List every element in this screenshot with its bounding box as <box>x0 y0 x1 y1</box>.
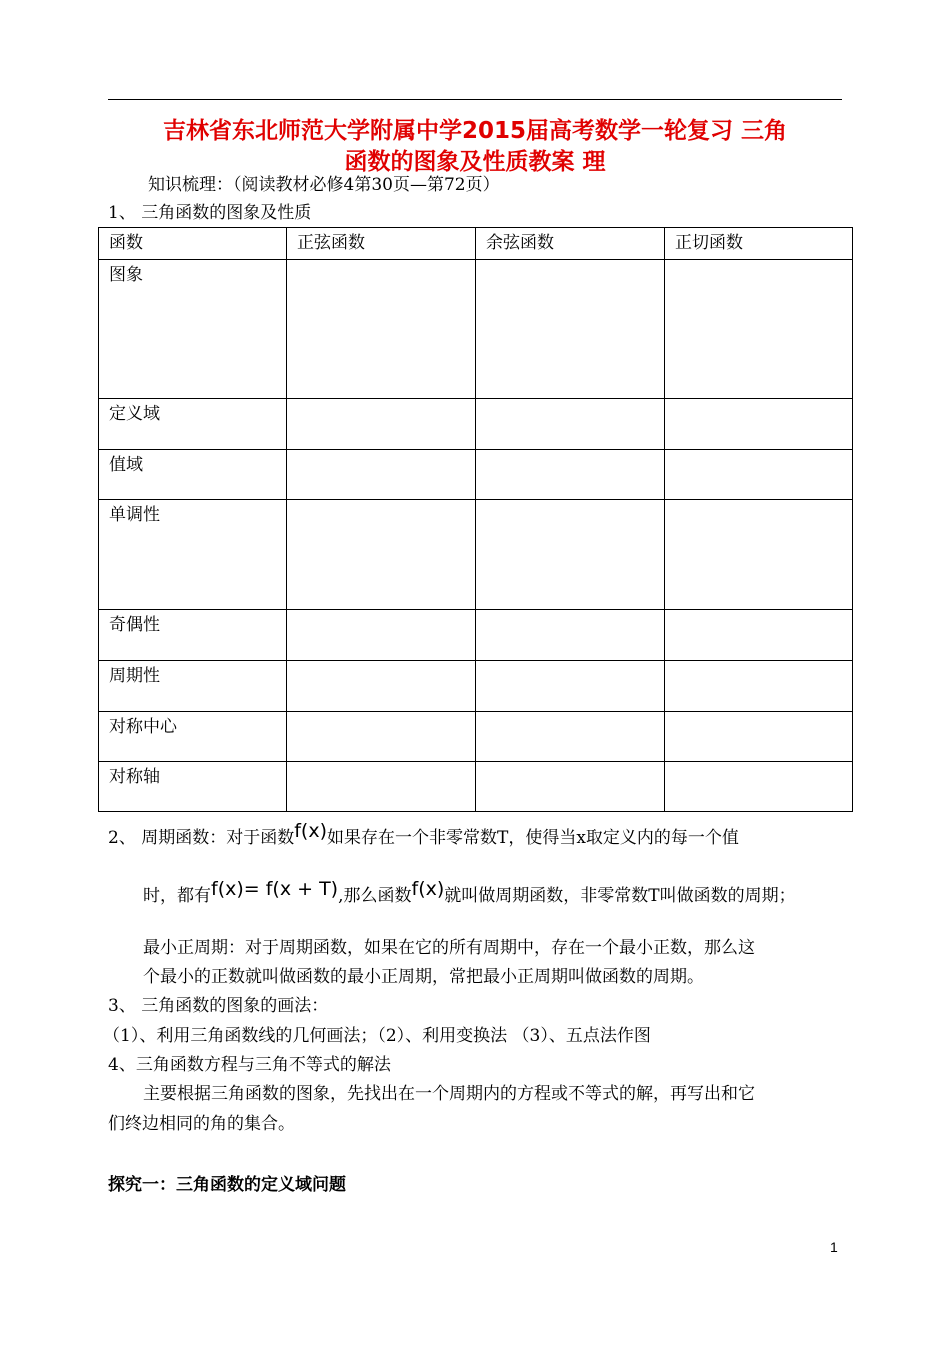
section4-heading: 4、三角函数方程与三角不等式的解法 <box>108 1055 391 1075</box>
table-header-cell: 正切函数 <box>665 228 853 260</box>
table-row <box>99 661 853 712</box>
doc-title-line1: 吉林省东北师范大学附属中学2015届高考数学一轮复习 三角 <box>162 118 788 144</box>
header-rule <box>108 99 842 100</box>
table-row <box>99 260 853 399</box>
section4-paragraph-line2: 们终边相同的角的集合。 <box>108 1114 295 1134</box>
section2-line2: 时，都有f(x)= f(x + T),那么函数f(x)就叫做周期函数，非零常数T叫做函数的周期； <box>143 878 796 906</box>
doc-title-line2: 函数的图象及性质教案 理 <box>344 149 606 175</box>
section3-heading: 3、 三角函数的图象的画法： <box>108 996 329 1016</box>
row-label: 定义域 <box>99 399 287 450</box>
fx-formula: f(x) <box>294 820 327 842</box>
table-row <box>99 712 853 762</box>
table-header-cell: 余弦函数 <box>476 228 665 260</box>
table-header-row <box>99 228 853 260</box>
explore1-heading: 探究一：三角函数的定义域问题 <box>108 1175 346 1195</box>
row-label: 对称中心 <box>99 712 287 762</box>
table-row <box>99 762 853 812</box>
table-header-cell: 函数 <box>99 228 287 260</box>
section2-line3: 最小正周期：对于周期函数，如果在它的所有周期中，存在一个最小正数，那么这 <box>143 938 755 958</box>
table-row <box>99 450 853 500</box>
section4-paragraph-line1: 主要根据三角函数的图象，先找出在一个周期内的方程或不等式的解，再写出和它 <box>143 1084 755 1104</box>
section1-heading: 1、 三角函数的图象及性质 <box>108 203 312 223</box>
row-label: 值域 <box>99 450 287 500</box>
table-row <box>99 399 853 450</box>
row-label: 图象 <box>99 260 287 399</box>
section2-line1: 2、 周期函数：对于函数f(x)如果存在一个非零常数T，使得当x取定义内的每一个值 <box>108 820 739 848</box>
page-number: 1 <box>830 1239 838 1255</box>
trig-properties-table <box>98 227 853 812</box>
periodic-formula: f(x)= f(x + T) <box>211 878 339 900</box>
section3-methods: （1）、利用三角函数线的几何画法；（2）、利用变换法 （3）、五点法作图 <box>103 1026 651 1046</box>
row-label: 单调性 <box>99 500 287 610</box>
table-row <box>99 500 853 610</box>
row-label: 周期性 <box>99 661 287 712</box>
section2-line4: 个最小的正数就叫做函数的最小正周期，常把最小正周期叫做函数的周期。 <box>143 967 704 987</box>
row-label: 对称轴 <box>99 762 287 812</box>
fx-formula: f(x) <box>411 878 445 900</box>
intro-text: 知识梳理：（阅读教材必修4第30页—第72页） <box>148 175 500 195</box>
row-label: 奇偶性 <box>99 610 287 661</box>
table-row <box>99 610 853 661</box>
table-header-cell: 正弦函数 <box>287 228 476 260</box>
